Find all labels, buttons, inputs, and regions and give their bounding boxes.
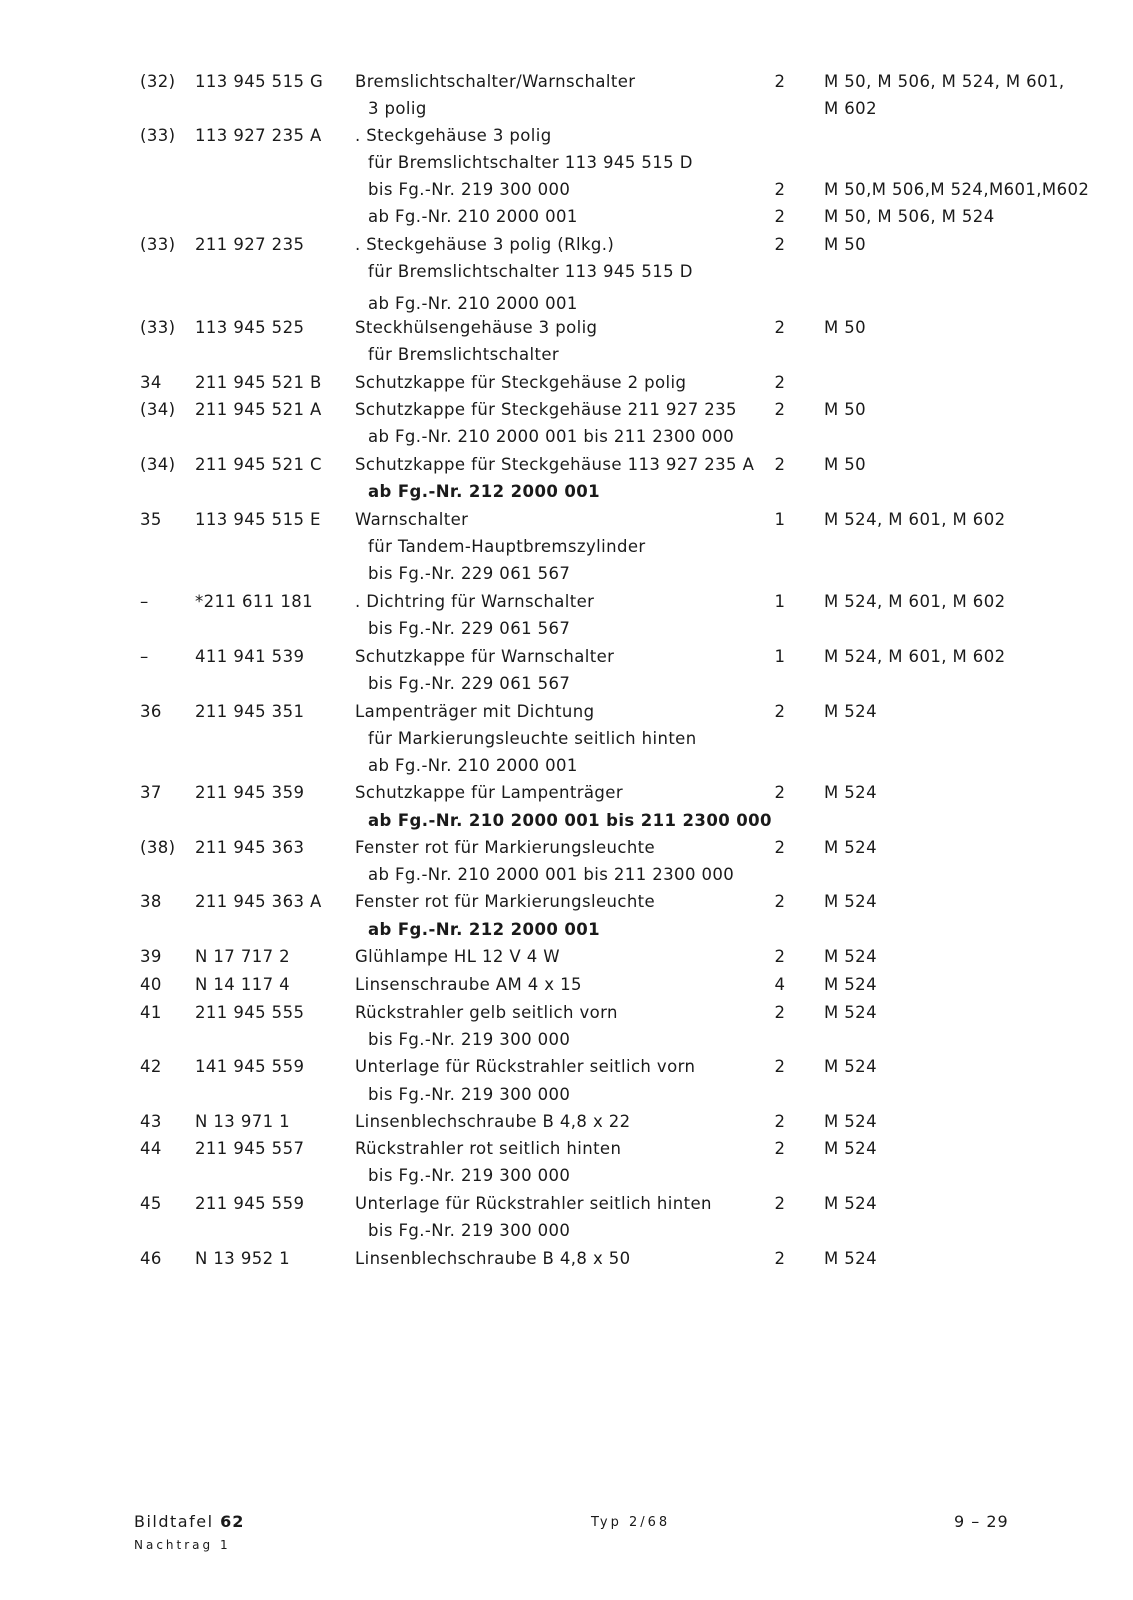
quantity: 2 [774,235,786,254]
model-applicability: M 524 [824,1139,877,1158]
model-applicability: M 50,M 506,M 524,M601,M602 [824,180,1090,199]
part-number: 211 945 555 [195,1003,305,1022]
model-applicability: M 50, M 506, M 524 [824,207,995,226]
item-position: – [140,592,149,611]
model-applicability: M 524 [824,1003,877,1022]
part-number: N 14 117 4 [195,975,291,994]
part-number: 211 945 363 [195,838,305,857]
table-row-continuation [0,478,1133,506]
table-row-continuation [0,807,1133,835]
table-row [0,1053,1133,1081]
table-row-continuation [0,203,1133,231]
description-continuation: ab Fg.-Nr. 212 2000 001 [368,920,600,939]
item-position: 39 [140,947,162,966]
table-row [0,1190,1133,1218]
item-position: 36 [140,702,162,721]
page-number: 9 – 29 [954,1512,1009,1531]
description-continuation: ab Fg.-Nr. 212 2000 001 [368,482,600,501]
part-description: . Steckgehäuse 3 polig (Rlkg.) [355,235,615,254]
item-position: (33) [140,235,176,254]
table-row [0,999,1133,1027]
table-row-continuation [0,423,1133,451]
item-position: 42 [140,1057,162,1076]
quantity: 2 [774,455,786,474]
item-position: 46 [140,1249,162,1268]
table-row-continuation [0,533,1133,561]
part-description: Linsenblechschraube B 4,8 x 22 [355,1112,631,1131]
table-row-continuation [0,1162,1133,1190]
part-number: 113 945 515 E [195,510,321,529]
part-description: Schutzkappe für Lampenträger [355,783,624,802]
model-applicability: M 50 [824,400,867,419]
table-row-continuation [0,615,1133,643]
plate-reference [134,1512,244,1531]
item-position: – [140,647,149,666]
table-row-continuation [0,752,1133,780]
model-applicability: M 524 [824,947,877,966]
table-row-continuation [0,258,1133,286]
quantity: 2 [774,207,786,226]
part-description: Glühlampe HL 12 V 4 W [355,947,560,966]
model-applicability: M 524 [824,1112,877,1131]
part-number: 113 945 515 G [195,72,324,91]
model-applicability: M 524 [824,1249,877,1268]
supplement-label: Nachtrag 1 [134,1538,231,1552]
model-applicability: M 524, M 601, M 602 [824,592,1006,611]
quantity: 2 [774,783,786,802]
table-row [0,314,1133,342]
table-row [0,971,1133,999]
description-continuation: für Bremslichtschalter 113 945 515 D [368,153,693,172]
part-description: Bremslichtschalter/Warnschalter [355,72,636,91]
quantity: 2 [774,1003,786,1022]
description-continuation: ab Fg.-Nr. 210 2000 001 [368,294,578,313]
model-applicability: M 524 [824,892,877,911]
part-description: Warnschalter [355,510,469,529]
part-number: 211 945 557 [195,1139,305,1158]
part-number: 113 927 235 A [195,126,322,145]
plate-label: Bildtafel [134,1512,214,1531]
table-row [0,1135,1133,1163]
table-row [0,1245,1133,1273]
table-row [0,451,1133,479]
table-row [0,834,1133,862]
description-continuation: bis Fg.-Nr. 219 300 000 [368,180,571,199]
item-position: 34 [140,373,162,392]
part-number: 211 945 351 [195,702,305,721]
quantity: 2 [774,1194,786,1213]
table-row [0,588,1133,616]
part-number: *211 611 181 [195,592,314,611]
description-continuation: bis Fg.-Nr. 229 061 567 [368,564,571,583]
table-row-continuation [0,670,1133,698]
table-row-continuation [0,1217,1133,1245]
description-continuation: für Bremslichtschalter [368,345,560,364]
part-number: 211 927 235 [195,235,305,254]
description-continuation: ab Fg.-Nr. 210 2000 001 [368,207,578,226]
part-number: 211 945 521 C [195,455,322,474]
part-description: Schutzkappe für Steckgehäuse 211 927 235 [355,400,737,419]
part-description: Unterlage für Rückstrahler seitlich hinten [355,1194,712,1213]
item-position: (34) [140,455,176,474]
model-applicability: M 524, M 601, M 602 [824,647,1006,666]
item-position: 44 [140,1139,162,1158]
description-continuation: bis Fg.-Nr. 229 061 567 [368,674,571,693]
description-continuation: ab Fg.-Nr. 210 2000 001 bis 211 2300 000 [368,865,735,884]
item-position: 45 [140,1194,162,1213]
item-position: 38 [140,892,162,911]
table-row [0,643,1133,671]
description-continuation: bis Fg.-Nr. 219 300 000 [368,1166,571,1185]
description-continuation: für Bremslichtschalter 113 945 515 D [368,262,693,281]
part-description: Rückstrahler gelb seitlich vorn [355,1003,618,1022]
table-row [0,369,1133,397]
quantity: 2 [774,373,786,392]
model-applicability: M 524 [824,702,877,721]
part-number: 211 945 521 A [195,400,322,419]
description-continuation: ab Fg.-Nr. 210 2000 001 bis 211 2300 000 [368,811,772,830]
table-row [0,888,1133,916]
quantity: 1 [774,647,786,666]
quantity: 2 [774,400,786,419]
model-applicability: M 50, M 506, M 524, M 601, [824,72,1065,91]
plate-number: 62 [220,1512,245,1531]
description-continuation: ab Fg.-Nr. 210 2000 001 [368,756,578,775]
table-row [0,68,1133,96]
quantity: 1 [774,592,786,611]
item-position: 41 [140,1003,162,1022]
part-description: Fenster rot für Markierungsleuchte [355,838,656,857]
table-row [0,1108,1133,1136]
description-continuation: für Tandem-Hauptbremszylinder [368,537,646,556]
part-number: 211 945 559 [195,1194,305,1213]
item-position: (33) [140,126,176,145]
part-description: Fenster rot für Markierungsleuchte [355,892,656,911]
item-position: 43 [140,1112,162,1131]
table-row [0,506,1133,534]
model-applicability: M 524 [824,1194,877,1213]
part-number: 113 945 525 [195,318,305,337]
part-description: . Dichtring für Warnschalter [355,592,595,611]
part-number: 211 945 363 A [195,892,322,911]
part-description: Linsenschraube AM 4 x 15 [355,975,582,994]
quantity: 1 [774,510,786,529]
table-row-continuation [0,725,1133,753]
item-position: (34) [140,400,176,419]
model-applicability: M 524 [824,783,877,802]
part-description: Schutzkappe für Steckgehäuse 2 polig [355,373,687,392]
part-description: Linsenblechschraube B 4,8 x 50 [355,1249,631,1268]
table-row-continuation [0,916,1133,944]
model-applicability: M 524 [824,975,877,994]
part-description: Rückstrahler rot seitlich hinten [355,1139,622,1158]
part-description: . Steckgehäuse 3 polig [355,126,552,145]
item-position: (38) [140,838,176,857]
table-row-continuation [0,1026,1133,1054]
table-row [0,943,1133,971]
model-applicability: M 524 [824,1057,877,1076]
type-label: Typ 2/68 [591,1515,671,1530]
table-row-continuation [0,176,1133,204]
part-description: Schutzkappe für Steckgehäuse 113 927 235 A [355,455,755,474]
quantity: 2 [774,892,786,911]
table-row-continuation [0,95,1133,123]
quantity: 4 [774,975,786,994]
description-continuation: ab Fg.-Nr. 210 2000 001 bis 211 2300 000 [368,427,735,446]
part-description: Lampenträger mit Dichtung [355,702,595,721]
model-applicability: M 50 [824,455,867,474]
part-description: Steckhülsengehäuse 3 polig [355,318,598,337]
model-applicability: M 524 [824,838,877,857]
part-description: Unterlage für Rückstrahler seitlich vorn [355,1057,696,1076]
table-row [0,396,1133,424]
description-continuation: bis Fg.-Nr. 219 300 000 [368,1030,571,1049]
table-row-continuation [0,149,1133,177]
item-position: 40 [140,975,162,994]
part-number: N 13 952 1 [195,1249,291,1268]
part-number: 211 945 359 [195,783,305,802]
quantity: 2 [774,1249,786,1268]
part-description: Schutzkappe für Warnschalter [355,647,615,666]
part-number: 141 945 559 [195,1057,305,1076]
part-number: N 13 971 1 [195,1112,291,1131]
description-continuation: für Markierungsleuchte seitlich hinten [368,729,697,748]
model-applicability: M 50 [824,235,867,254]
table-row-continuation [0,1081,1133,1109]
model-applicability: M 50 [824,318,867,337]
quantity: 2 [774,947,786,966]
item-position: (32) [140,72,176,91]
quantity: 2 [774,702,786,721]
quantity: 2 [774,838,786,857]
item-position: 35 [140,510,162,529]
table-row-continuation [0,861,1133,889]
table-row [0,122,1133,150]
table-row [0,698,1133,726]
model-applicability: M 524, M 601, M 602 [824,510,1006,529]
part-number: 211 945 521 B [195,373,322,392]
description-continuation: bis Fg.-Nr. 219 300 000 [368,1221,571,1240]
item-position: (33) [140,318,176,337]
table-row-continuation [0,560,1133,588]
quantity: 2 [774,1139,786,1158]
description-continuation: 3 polig [368,99,427,118]
quantity: 2 [774,72,786,91]
quantity: 2 [774,1057,786,1076]
table-row [0,779,1133,807]
part-number: N 17 717 2 [195,947,291,966]
quantity: 2 [774,318,786,337]
table-row-continuation [0,341,1133,369]
item-position: 37 [140,783,162,802]
model-applicability: M 602 [824,99,877,118]
quantity: 2 [774,1112,786,1131]
part-number: 411 941 539 [195,647,305,666]
table-row [0,231,1133,259]
quantity: 2 [774,180,786,199]
description-continuation: bis Fg.-Nr. 219 300 000 [368,1085,571,1104]
description-continuation: bis Fg.-Nr. 229 061 567 [368,619,571,638]
